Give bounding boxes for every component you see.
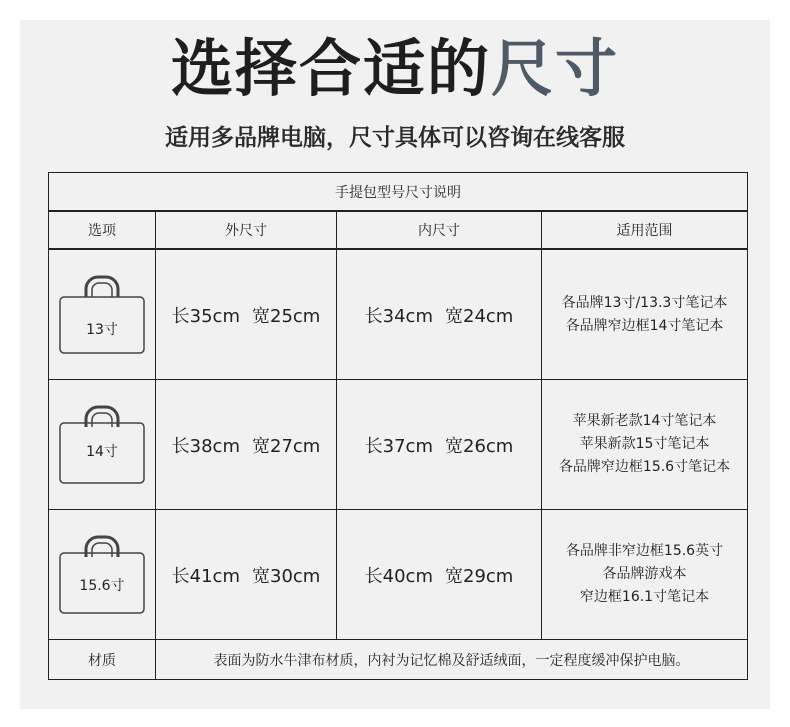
laptop-bag-icon <box>56 535 148 615</box>
inner-size-cell <box>337 380 542 510</box>
option-size-label: 14寸 <box>86 443 118 460</box>
table-caption-row <box>49 173 748 212</box>
option-size-label: 15.6寸 <box>79 577 125 594</box>
fit-range-cell <box>542 510 748 640</box>
outer-size-cell <box>156 380 337 510</box>
header-inner-size: 内尺寸 <box>337 211 542 249</box>
material-text: 表面为防水牛津布材质，内衬为记忆棉及舒适绒面，一定程度缓冲保护电脑。 <box>156 640 748 680</box>
option-cell <box>49 380 156 510</box>
fit-range-cell <box>542 380 748 510</box>
outer-length: 长35cm <box>171 305 240 327</box>
header-option: 选项 <box>49 211 156 249</box>
inner-size-cell <box>337 249 542 380</box>
material-row <box>49 640 748 680</box>
fit-line: 各品牌13寸/13.3寸笔记本 <box>561 294 728 311</box>
header-fit-range: 适用范围 <box>542 211 748 249</box>
inner-length: 长40cm <box>364 565 433 587</box>
fit-line: 窄边框16.1寸笔记本 <box>579 589 710 605</box>
title-main: 选择合适的 <box>170 32 491 105</box>
outer-size-cell <box>156 510 337 640</box>
table-row <box>49 249 748 380</box>
inner-width: 宽26cm <box>445 435 514 457</box>
material-label: 材质 <box>49 640 156 680</box>
page-subtitle: 适用多品牌电脑，尺寸具体可以咨询在线客服 <box>165 125 625 151</box>
laptop-bag-icon <box>56 405 148 485</box>
outer-width: 宽30cm <box>252 565 321 587</box>
fit-line: 各品牌非窄边框15.6英寸 <box>565 543 724 559</box>
outer-size-cell <box>156 249 337 380</box>
table-row <box>49 510 748 640</box>
option-cell <box>49 249 156 380</box>
fit-line: 苹果新款15寸笔记本 <box>579 436 710 452</box>
fit-line: 各品牌游戏本 <box>602 566 687 582</box>
outer-length: 长41cm <box>171 565 240 587</box>
fit-line: 各品牌窄边框14寸笔记本 <box>565 317 724 334</box>
page-title <box>0 24 790 114</box>
inner-width: 宽24cm <box>445 305 514 327</box>
table-header-row <box>49 211 748 249</box>
size-table <box>48 172 748 680</box>
table-row <box>49 380 748 510</box>
inner-length: 长37cm <box>364 435 433 457</box>
fit-range-cell <box>542 249 748 380</box>
table-caption: 手提包型号尺寸说明 <box>49 173 748 212</box>
option-cell <box>49 510 156 640</box>
inner-size-cell <box>337 510 542 640</box>
fit-line: 各品牌窄边框15.6寸笔记本 <box>558 459 731 475</box>
laptop-bag-icon <box>56 275 148 355</box>
outer-width: 宽27cm <box>252 435 321 457</box>
inner-length: 长34cm <box>364 305 433 327</box>
outer-length: 长38cm <box>171 435 240 457</box>
header-outer-size: 外尺寸 <box>156 211 337 249</box>
inner-width: 宽29cm <box>445 565 514 587</box>
outer-width: 宽25cm <box>252 305 321 327</box>
title-accent: 尺寸 <box>491 32 620 105</box>
option-size-label: 13寸 <box>86 321 118 338</box>
fit-line: 苹果新老款14寸笔记本 <box>572 413 717 429</box>
